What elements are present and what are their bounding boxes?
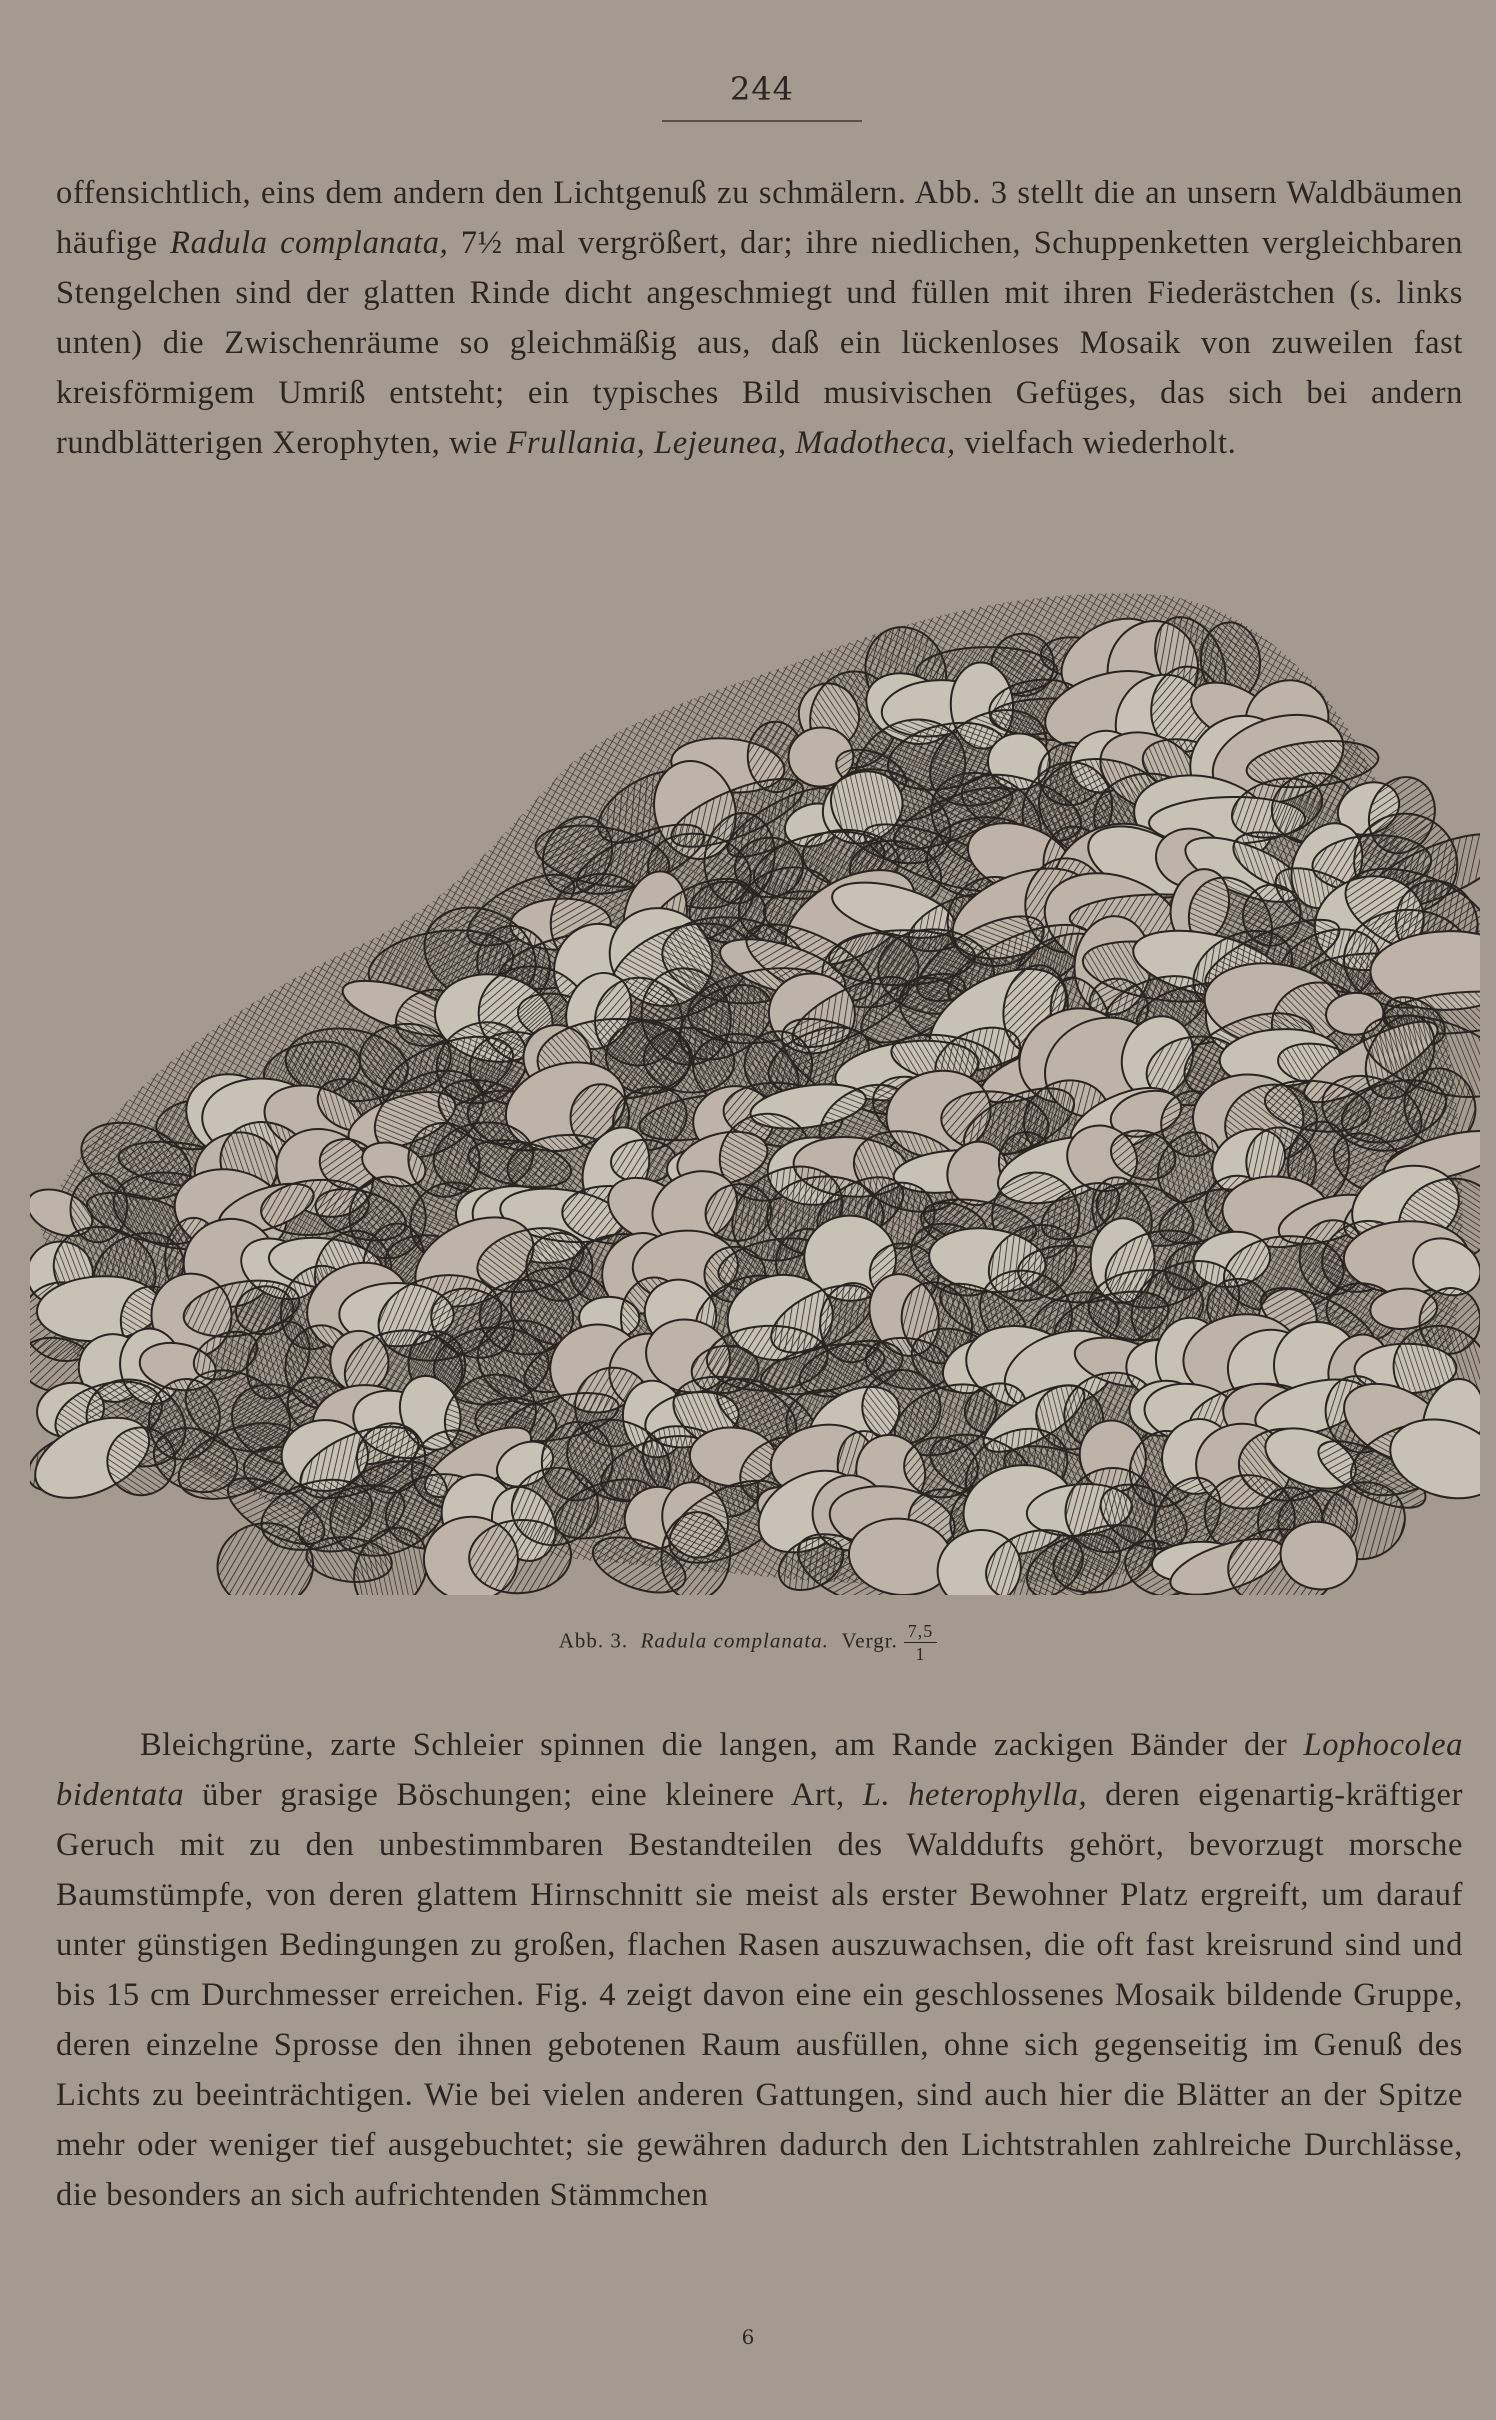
fraction-numerator: 7,5 — [904, 1620, 938, 1643]
figure-caption — [0, 1620, 1496, 1665]
moss-illustration-figure — [30, 585, 1480, 1595]
p2-text-1: Bleichgrüne, zarte Schleier spinnen die langen, am Rande zackigen Bänder der — [140, 1727, 1304, 1763]
moss-illustration-icon — [30, 585, 1480, 1595]
fraction-denominator: 1 — [915, 1644, 926, 1664]
p1-text-2: 7½ mal vergrößert, dar; ihre niedlichen, Schuppenketten vergleichbaren Stengelchen sind der glatten Rinde dicht angeschmiegt und füllen mit ihren Fiederästchen (s. links unten) die Zwischenräume so gleichmäßig aus, daß ein lückenloses Mosaik von zuweilen fast kreisförmigem Umriß entsteht; ein typisches Bild musivischen Gefüges, das sich bei andern rundblätterigen Xerophyten, wie — [56, 225, 1463, 461]
paragraph-1 — [56, 168, 1463, 468]
caption-species: Radula complanata. — [640, 1628, 829, 1653]
moss-lobes — [30, 603, 1480, 1595]
p1-italic-1: Radula complanata, — [170, 225, 449, 261]
paragraph-2 — [56, 1720, 1463, 2220]
page-number: 244 — [729, 70, 795, 108]
caption-prefix: Abb. 3. — [558, 1628, 629, 1653]
p1-text-1: offensichtlich, eins dem andern den Lichtgenuß zu schmälern. Abb. 3 stellt die an unsern Waldbäumen häufige — [56, 175, 1463, 261]
p2-text-2: über grasige Böschungen; eine kleinere Art, — [184, 1777, 863, 1813]
p1-text-3: vielfach wiederholt. — [955, 425, 1237, 461]
signature-mark: 6 — [741, 2325, 755, 2349]
p2-italic-2: L. heterophylla, — [862, 1777, 1088, 1813]
p2-italic-1: Lophocolea bidentata — [56, 1727, 1463, 1813]
caption-vergr: Vergr. — [841, 1628, 898, 1653]
header-rule — [662, 120, 862, 122]
p2-text-3: deren eigenartig-kräftiger Geruch mit zu den unbestimmbaren Bestandteilen des Walddufts gehört, bevorzugt morsche Baumstümpfe, von deren glattem Hirnschnitt sie meist als erster Bewohner Platz ergreift, um darauf unter günstigen Bedingungen zu großen, flachen Rasen auszuwachsen, die oft fast kreisrund sind und bis 15 cm Durchmesser erreichen. Fig. 4 zeigt davon eine ein geschlossenes Mosaik bildende Gruppe, deren einzelne Sprosse den ihnen gebotenen Raum ausfüllen, ohne sich gegenseitig im Genuß des Lichts zu beeinträchtigen. Wie bei vielen anderen Gattungen, sind auch hier die Blätter an der Spitze mehr oder weniger tief ausgebuchtet; sie gewähren dadurch den Lichtstrahlen zahlreiche Durchlässe, die besonders an sich aufrichtenden Stämmchen — [56, 1777, 1463, 2213]
caption-fraction — [904, 1620, 938, 1665]
p1-italic-2: Frullania, Lejeunea, Madotheca, — [506, 425, 956, 461]
